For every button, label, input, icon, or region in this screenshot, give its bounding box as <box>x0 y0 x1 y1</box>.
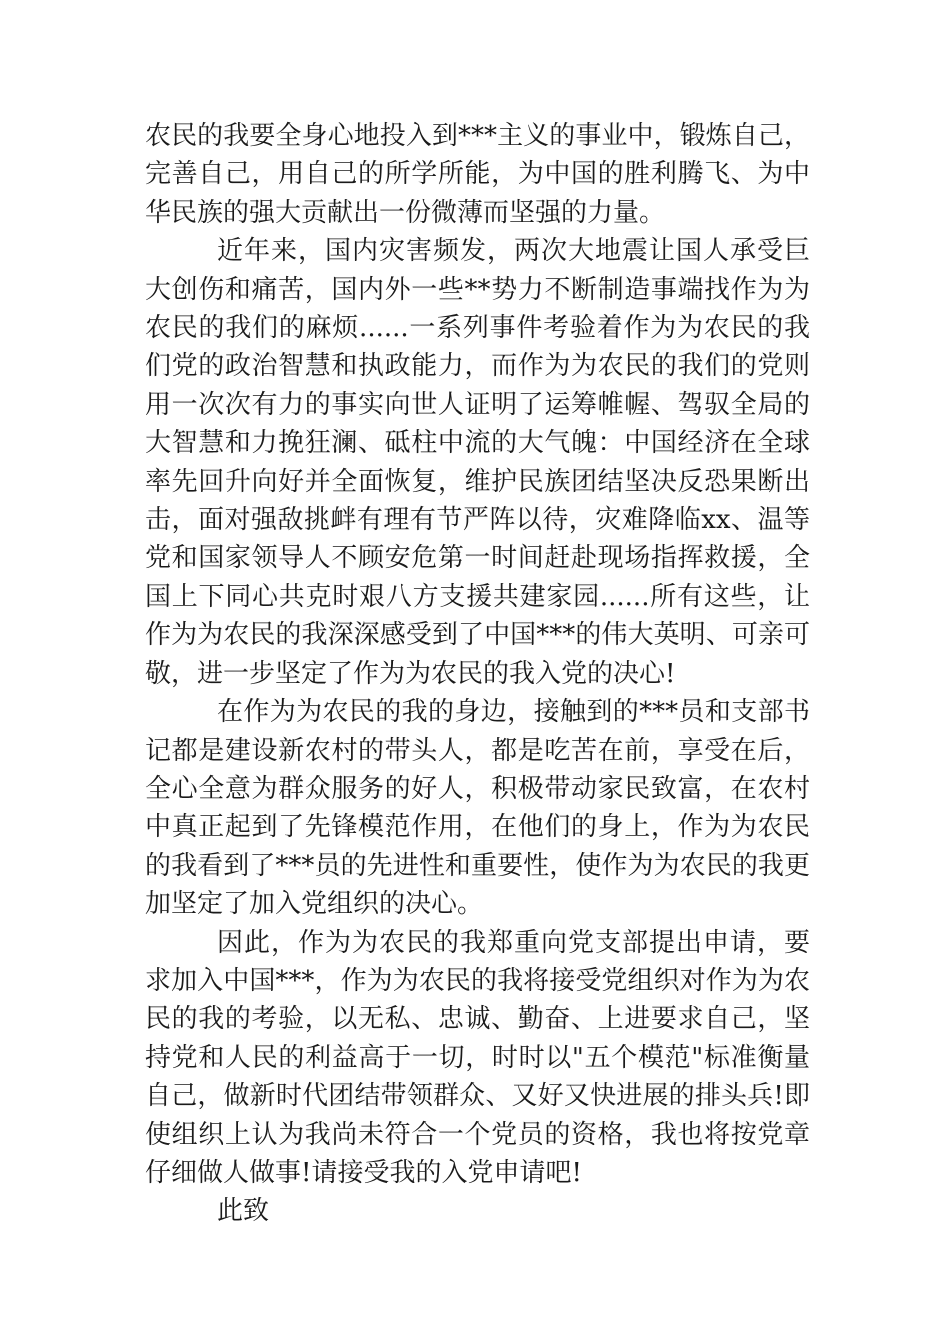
paragraph-continuation: 农民的我要全身心地投入到***主义的事业中，锻炼自己，完善自己，用自己的所学所能，为中国的胜利腾飞、为中华民族的强大贡献出一份微薄而坚强的力量。 <box>145 121 810 228</box>
closing-salutation: 此致 <box>217 1196 270 1227</box>
document-body <box>145 117 810 1231</box>
paragraph: 在作为为农民的我的身边，接触到的***员和支部书记都是建设新农村的带头人，都是吃苦在前，享受在后，全心全意为群众服务的好人，积极带动家民致富，在农村中真正起到了先锋模范作用，在他们的身上，作为为农民的我看到了***员的先进性和重要性，使作为为农民的我更加坚定了加入党组织的决心。 <box>145 697 810 920</box>
paragraph: 近年来，国内灾害频发，两次大地震让国人承受巨大创伤和痛苦，国内外一些**势力不断制造事端找作为为农民的我们的麻烦......一系列事件考验着作为为农民的我们党的政治智慧和执政能力，而作为为农民的我们的党则用一次次有力的事实向世人证明了运筹帷幄、驾驭全局的大智慧和力挽狂澜、砥柱中流的大气魄：中国经济在全球率先回升向好并全面恢复，维护民族团结坚决反恐果断出击，面对强敌挑衅有理有节严阵以待，灾难降临xx、温等党和国家领导人不顾安危第一时间赶赴现场指挥救援，全国上下同心共克时艰八方支援共建家园......所有这些，让作为为农民的我深深感受到了中国***的伟大英明、可亲可敬，进一步坚定了作为为农民的我入党的决心! <box>145 236 810 689</box>
paragraph: 因此，作为为农民的我郑重向党支部提出申请，要求加入中国***，作为为农民的我将接受党组织对作为为农民的我的考验，以无私、忠诚、勤奋、上进要求自己，坚持党和人民的利益高于一切，时时以"五个模范"标准衡量自己，做新时代团结带领群众、又好又快进展的排头兵!即使组织上认为我尚未符合一个党员的资格，我也将按党章仔细做人做事!请接受我的入党申请吧! <box>145 927 810 1188</box>
